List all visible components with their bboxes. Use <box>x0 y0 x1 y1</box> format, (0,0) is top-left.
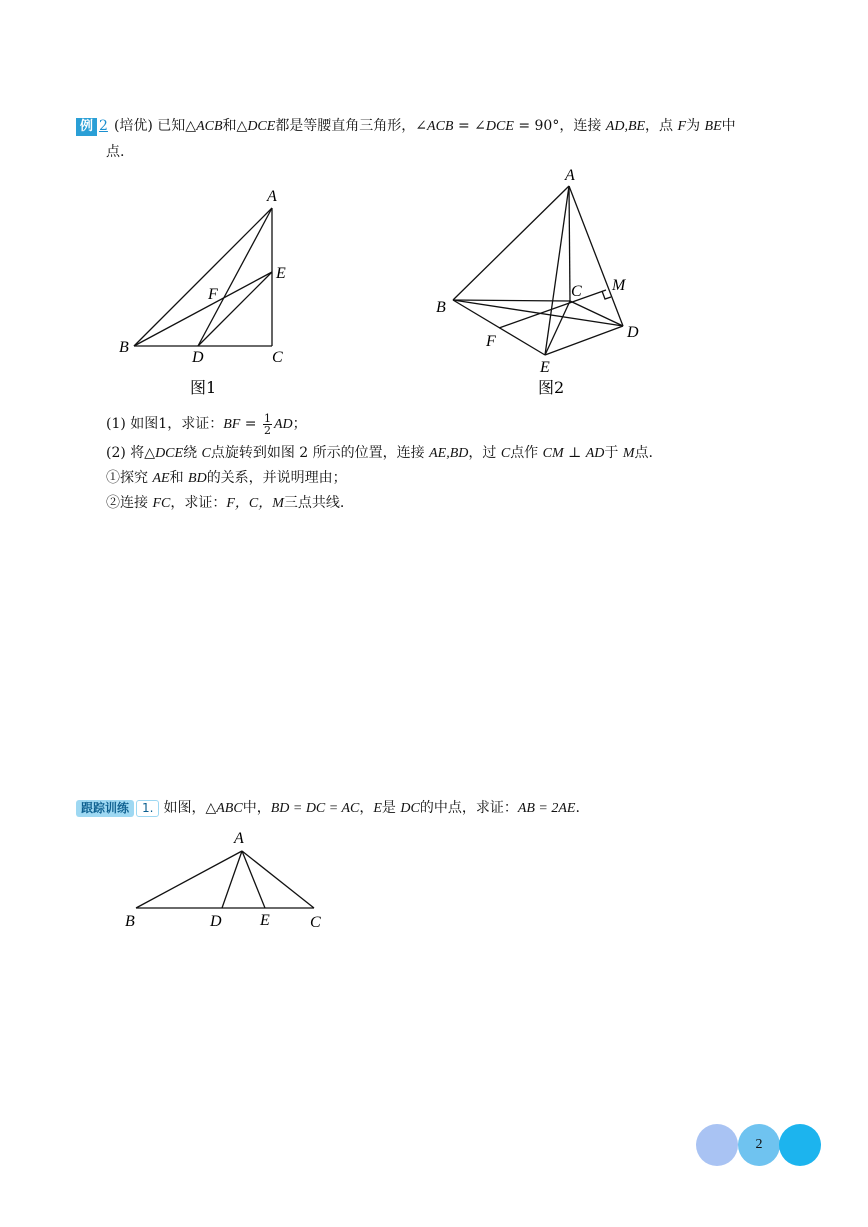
text: ， <box>359 800 374 816</box>
text: 如图，△ <box>163 800 217 816</box>
text: ； <box>292 416 307 432</box>
fig3-label-b: B <box>125 913 135 930</box>
fig2-label-b: B <box>436 299 446 316</box>
fig2-label-f: F <box>486 333 496 350</box>
example-tag: 例 <box>76 118 97 136</box>
text: 点. <box>634 445 653 461</box>
figure-1 <box>110 180 310 400</box>
fig2-label-m: M <box>612 277 626 294</box>
text: ，过 <box>468 445 501 461</box>
text: 中， <box>242 800 271 816</box>
text: 和 <box>169 470 189 486</box>
text: = 90°，连接 <box>513 118 606 134</box>
follow-up-tag: 跟踪训练 <box>76 800 134 817</box>
text: BF <box>223 417 241 432</box>
figure-3 <box>115 825 345 935</box>
text: FC <box>152 496 171 511</box>
fraction-one-half <box>263 413 272 436</box>
fig1-caption: 图1 <box>190 378 217 397</box>
fig1-label-e: E <box>276 265 286 282</box>
fig2-label-e: E <box>540 359 550 376</box>
fig2-line-bd <box>453 300 623 326</box>
text: 点作 <box>510 445 543 461</box>
text: C <box>201 446 211 461</box>
fraction-denominator: 2 <box>263 423 271 437</box>
text: 都是等腰直角三角形，∠ <box>275 118 428 134</box>
text: DCE <box>485 119 514 134</box>
text: ACB <box>196 119 223 134</box>
fig3-line-ab <box>136 851 242 908</box>
fig1-line-de <box>198 272 272 346</box>
fig1-label-a: A <box>267 188 277 205</box>
text: ，点 <box>645 118 678 134</box>
text: 的关系，并说明理由； <box>206 470 347 486</box>
fig2-label-a: A <box>565 167 575 184</box>
example-statement-line1 <box>76 116 736 137</box>
text: 为 <box>686 118 705 134</box>
question-2-part-1 <box>106 468 347 489</box>
text: = <box>240 416 261 432</box>
text: C <box>500 446 511 461</box>
fig3-label-c: C <box>310 914 321 931</box>
text: AB = 2AE <box>517 801 576 816</box>
fraction-numerator: 1 <box>263 411 271 425</box>
text: ABC <box>216 801 243 816</box>
fig1-line-ad <box>198 208 272 346</box>
text: 和△ <box>222 118 248 134</box>
figure-2 <box>430 160 650 400</box>
follow-up-exercise <box>76 798 580 819</box>
example-statement-line2: 点. <box>106 144 125 160</box>
text: (1) 如图1，求证： <box>106 416 224 432</box>
page-circle-middle <box>738 1124 780 1166</box>
question-2-part-2 <box>106 493 344 514</box>
text: . <box>575 800 580 816</box>
text: ⊥ <box>563 445 586 461</box>
fig1-label-b: B <box>119 339 129 356</box>
text: 于 <box>604 445 623 461</box>
fig1-label-c: C <box>272 349 283 366</box>
text: 是 <box>381 800 401 816</box>
text: BD = DC = AC <box>270 801 360 816</box>
page-number: 2 <box>755 1137 763 1152</box>
text: 三点共线. <box>283 495 345 511</box>
text: 中 <box>721 118 736 134</box>
follow-up-number: 1. <box>136 800 159 817</box>
text: E <box>373 801 382 816</box>
text: AD <box>585 446 605 461</box>
page-circle-right <box>779 1124 821 1166</box>
page-circle-left <box>696 1124 738 1166</box>
text: ACB <box>427 119 454 134</box>
text: 的中点，求证： <box>419 800 518 816</box>
text: BE <box>704 119 722 134</box>
text: CM <box>542 446 564 461</box>
question-2 <box>106 443 653 464</box>
fig2-line-ab <box>453 186 569 300</box>
text: 点旋转到如图 2 所示的位置，连接 <box>210 445 430 461</box>
text: AE <box>152 471 170 486</box>
text: F <box>677 119 687 134</box>
question-1 <box>106 410 307 438</box>
fig3-label-a: A <box>234 830 244 847</box>
text: AD <box>273 417 293 432</box>
text: ②连接 <box>106 495 153 511</box>
fig2-line-ac <box>569 186 570 301</box>
text: (培优) 已知△ <box>113 118 197 134</box>
text: DC <box>400 801 420 816</box>
fig1-label-f: F <box>208 286 218 303</box>
text: ，求证： <box>170 495 227 511</box>
text: ①探究 <box>106 470 153 486</box>
text: = ∠ <box>453 118 486 134</box>
text: AD,BE <box>605 119 646 134</box>
text: AE,BD <box>429 446 469 461</box>
fig2-label-d: D <box>627 324 639 341</box>
text: 绕 <box>183 445 202 461</box>
fig2-caption: 图2 <box>538 378 565 397</box>
text: DCE <box>247 119 276 134</box>
example-number: 2 <box>99 118 108 134</box>
text: BD <box>188 471 207 486</box>
fig3-label-d: D <box>210 913 222 930</box>
fig2-label-c: C <box>571 283 582 300</box>
fig1-label-d: D <box>192 349 204 366</box>
fig1-line-be <box>134 272 272 346</box>
text: M <box>622 446 635 461</box>
text: (2) 将△ <box>106 445 156 461</box>
text: DCE <box>155 446 184 461</box>
fig1-line-ab <box>134 208 272 346</box>
fig3-label-e: E <box>260 912 270 929</box>
text: F，C，M <box>226 496 284 511</box>
